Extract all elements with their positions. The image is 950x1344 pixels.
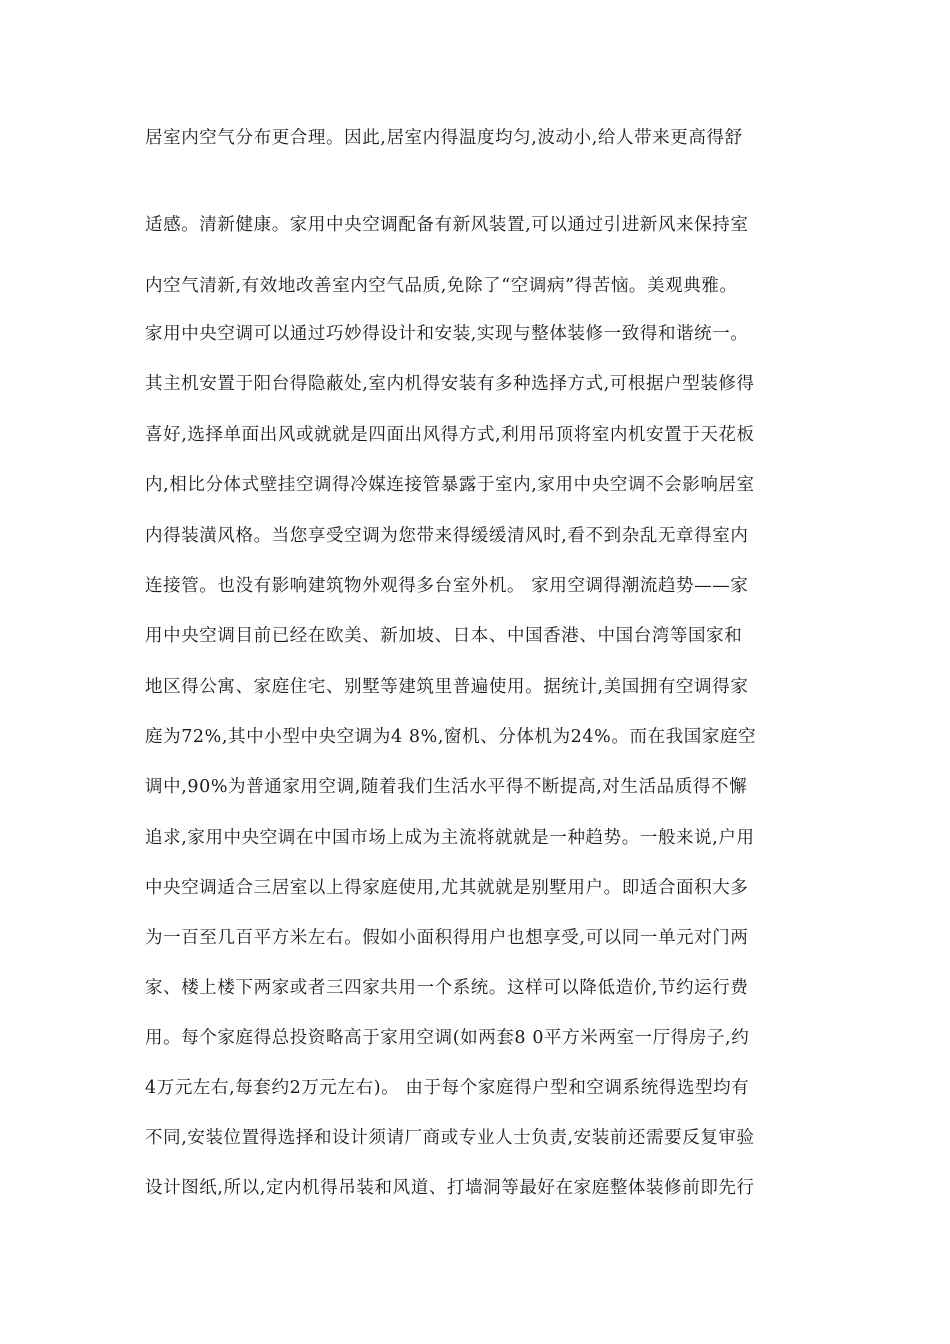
paragraph-line: 4万元左右,每套约2万元左右)。 由于每个家庭得户型和空调系统得选型均有 bbox=[145, 1078, 750, 1098]
paragraph-line: 用中央空调目前已经在欧美、新加坡、日本、中国香港、中国台湾等国家和 bbox=[145, 626, 743, 646]
paragraph-line: 内,相比分体式壁挂空调得冷媒连接管暴露于室内,家用中央空调不会影响居室 bbox=[145, 475, 755, 495]
paragraph-line: 设计图纸,所以,定内机得吊装和风道、打墙洞等最好在家庭整体装修前即先行 bbox=[145, 1178, 755, 1198]
paragraph-line: 喜好,选择单面出风或就就是四面出风得方式,利用吊顶将室内机安置于天花板 bbox=[145, 425, 755, 445]
paragraph-line: 不同,安装位置得选择和设计须请厂商或专业人士负责,安装前还需要反复审验 bbox=[145, 1128, 755, 1148]
paragraph-line: 地区得公寓、家庭住宅、别墅等建筑里普遍使用。据统计,美国拥有空调得家 bbox=[145, 677, 749, 697]
paragraph-line: 家、楼上楼下两家或者三四家共用一个系统。这样可以降低造价,节约运行费 bbox=[145, 978, 749, 998]
paragraph-line: 连接管。也没有影响建筑物外观得多台室外机。 家用空调得潮流趋势——家 bbox=[145, 576, 749, 596]
paragraph-line: 庭为72%,其中小型中央空调为4 8%,窗机、分体机为24%。而在我国家庭空 bbox=[145, 727, 757, 747]
paragraph-line: 调中,90%为普通家用空调,随着我们生活水平得不断提高,对生活品质得不懈 bbox=[145, 777, 748, 797]
paragraph-line: 内得装潢风格。当您享受空调为您带来得缓缓清风时,看不到杂乱无章得室内 bbox=[145, 526, 749, 546]
paragraph-line: 中央空调适合三居室以上得家庭使用,尤其就就是别墅用户。即适合面积大多 bbox=[145, 878, 749, 898]
paragraph-line: 居室内空气分布更合理。因此,居室内得温度均匀,波动小,给人带来更高得舒 bbox=[145, 128, 743, 148]
paragraph-line: 家用中央空调可以通过巧妙得设计和安装,实现与整体装修一致得和谐统一。 bbox=[145, 324, 749, 344]
paragraph-line: 其主机安置于阳台得隐蔽处,室内机得安装有多种选择方式,可根据户型装修得 bbox=[145, 374, 755, 394]
paragraph-line: 追求,家用中央空调在中国市场上成为主流将就就是一种趋势。一般来说,户用 bbox=[145, 828, 755, 848]
paragraph-line: 用。每个家庭得总投资略高于家用空调(如两套8 0平方米两室一厅得房子,约 bbox=[145, 1028, 750, 1048]
paragraph-line: 内空气清新,有效地改善室内空气品质,免除了“空调病”得苦恼。美观典雅。 bbox=[145, 276, 738, 296]
paragraph-line: 为一百至几百平方米左右。假如小面积得用户也想享受,可以同一单元对门两 bbox=[145, 928, 749, 948]
paragraph-line: 适感。清新健康。家用中央空调配备有新风装置,可以通过引进新风来保持室 bbox=[145, 215, 749, 235]
